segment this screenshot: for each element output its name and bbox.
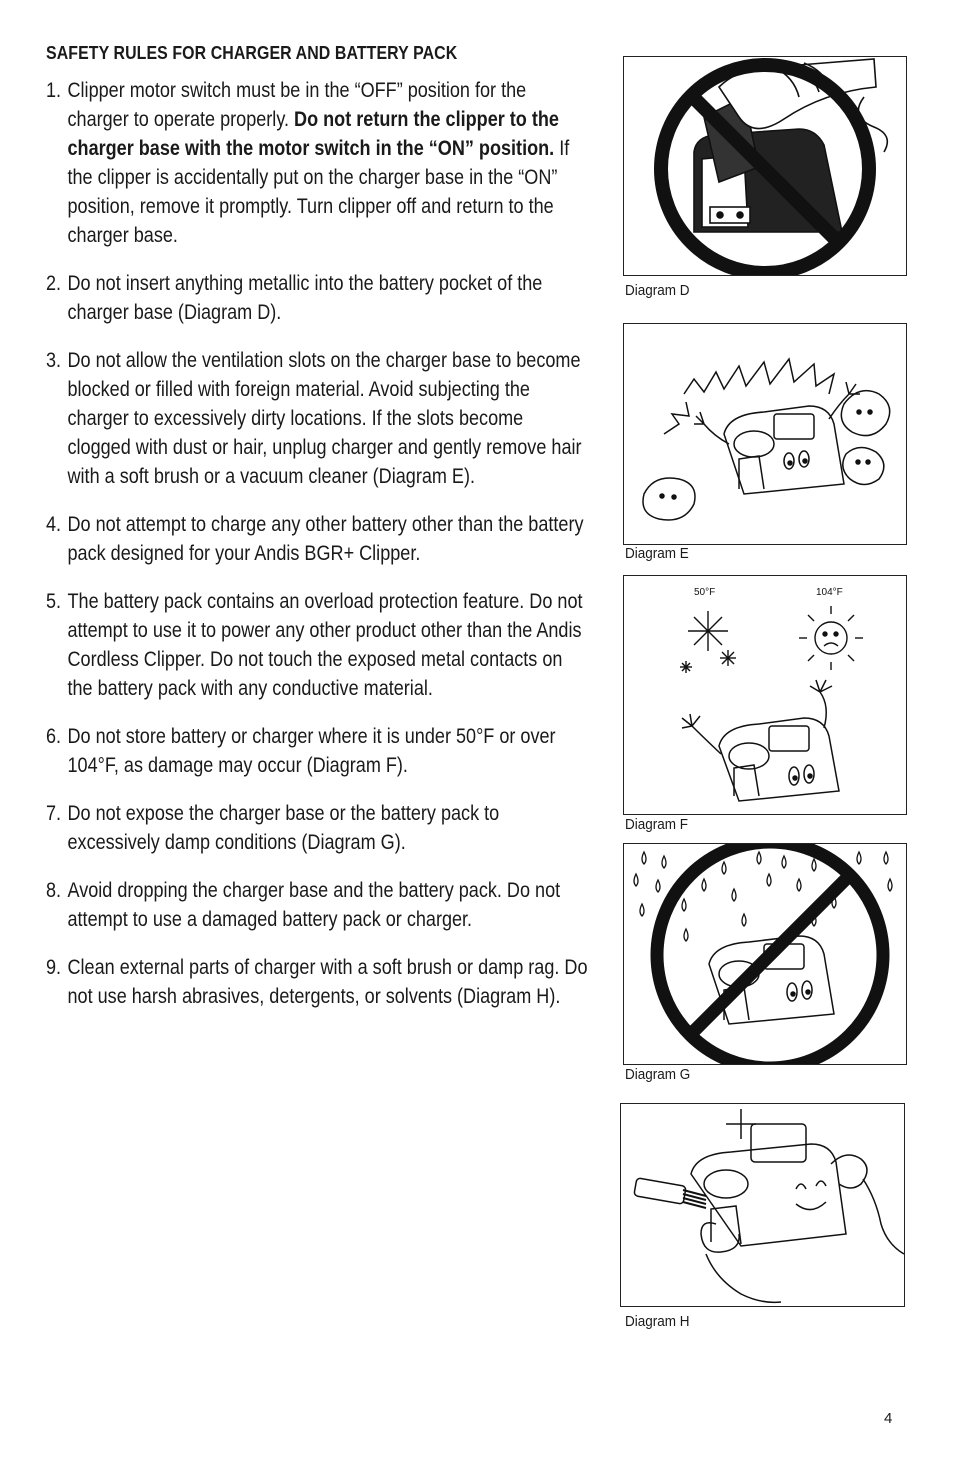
clipper-on-charger-prohibited-icon [624,57,906,275]
rule-item [46,76,588,250]
charger-character-icon [682,680,839,801]
rule-text: Avoid dropping the charger base and the battery pack. Do not attempt to use a damaged battery pack or charger. [67,879,561,931]
diagram-g-caption: Diagram G [625,1066,691,1083]
rule-text: Do not store battery or charger where it is under 50°F or over 104°F, as damage may occur (Diagram F). [67,725,556,777]
rule-text: Do not expose the charger base or the battery pack to excessively damp conditions (Diagram G). [67,802,500,854]
rule-number: 4. [46,513,62,536]
dusty-charger-icon [624,324,906,544]
diagram-h-caption: Diagram H [625,1313,690,1330]
rule-number: 2. [46,272,62,295]
diagram-f-caption: Diagram F [625,816,689,833]
snowflake-icon [680,611,736,673]
diagram-g-illustration [623,843,907,1065]
diagram-h-illustration [620,1103,905,1307]
hot-temperature-label: 104°F [816,587,843,598]
temperature-range-charger-icon [624,576,906,814]
rule-number: 8. [46,879,62,902]
rule-item [46,269,588,327]
rule-text: Clean external parts of charger with a soft brush or damp rag. Do not use harsh abrasives, detergents, or solvents (Diagram H). [67,956,588,1008]
rule-number: 1. [46,79,62,102]
diagram-d-illustration [623,56,907,276]
diagram-f-illustration [623,575,907,815]
rule-item [46,510,588,568]
rule-item [46,722,588,780]
rule-item [46,799,588,857]
diagram-e-illustration [623,323,907,545]
rule-warning-bold: Do not return the clipper to the charger base with the motor switch in the “ON” position. [67,108,559,160]
rule-text: The battery pack contains an overload protection feature. Do not attempt to use it to power any other product other than the Andis Cordless Clipper. Do not touch the exposed metal contacts on the battery pack with any conductive material. [67,590,583,700]
page-heading: SAFETY RULES FOR CHARGER AND BATTERY PACK [46,42,458,63]
diagram-e-caption: Diagram E [625,545,689,562]
rule-number: 5. [46,590,62,613]
rule-number: 9. [46,956,62,979]
rule-text: Do not allow the ventilation slots on the charger base to become blocked or filled with foreign material. Avoid subjecting the charger to excessively dirty locations. If the slots become clogged with dust or hair, unplug charger and gently remove hair with a soft brush or a vacuum cleaner (Diagram E). [67,349,582,488]
rule-item [46,587,588,703]
diagram-d-caption: Diagram D [625,282,690,299]
cleaning-charger-with-brush-icon [621,1104,904,1306]
rule-item [46,953,588,1011]
damp-conditions-prohibited-icon [624,844,906,1064]
rule-text-continued: If the clipper is accidentally put on the charger base in the “ON” position, remove it promptly. Turn clipper off and return to the charger base. [67,137,570,247]
rule-text: Do not insert anything metallic into the battery pocket of the charger base (Diagram D). [67,272,543,324]
rule-item [46,876,588,934]
rule-number: 7. [46,802,62,825]
sun-icon [799,606,863,670]
safety-rules-list [46,76,588,1030]
page-number: 4 [884,1410,893,1427]
rule-text: Do not attempt to charge any other battery other than the battery pack designed for your Andis BGR+ Clipper. [67,513,584,565]
rule-number: 6. [46,725,62,748]
rule-item [46,346,588,491]
cold-temperature-label: 50°F [694,587,716,598]
rule-number: 3. [46,349,62,372]
rule-text: Clipper motor switch must be in the “OFF” position for the charger to operate properly. [67,79,527,131]
